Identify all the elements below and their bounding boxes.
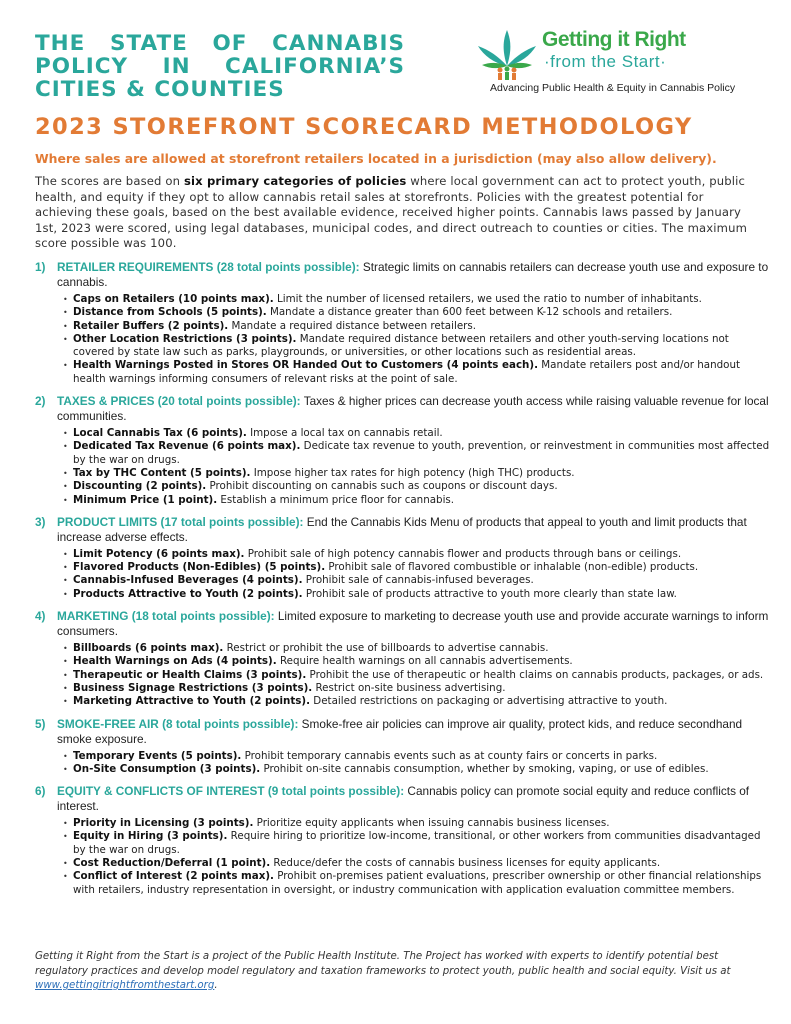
list-item (65, 467, 770, 480)
intro-text-bold: six primary categories of policies (183, 174, 407, 188)
section-heading (35, 609, 770, 639)
section-title: EQUITY & CONFLICTS OF INTEREST (9 total points possible): (57, 784, 405, 799)
item-label: Caps on Retailers (10 points max). (73, 293, 274, 305)
section-equity-conflicts (35, 784, 770, 897)
item-label: Health Warnings on Ads (4 points). (73, 655, 277, 668)
section-description: Taxes & higher prices can decrease youth access while raising valuable revenue for local communities. (57, 394, 769, 424)
item-label: Business Signage Restrictions (3 points). (73, 681, 313, 694)
item-text: Impose higher tax rates for high potency (high THC) products. (250, 466, 575, 479)
list-item (65, 574, 770, 587)
list-item (65, 682, 770, 695)
item-text: Prohibit sale of flavored combustible or inhalable (non-edible) products. (325, 561, 699, 574)
item-label: Therapeutic or Health Claims (3 points). (73, 668, 307, 681)
item-text: Prohibit on-site cannabis consumption, whether by smoking, vaping, or use of edibles. (260, 762, 709, 775)
item-label: Limit Potency (6 points max). (73, 547, 245, 560)
list-item (65, 333, 770, 360)
section-heading (35, 717, 770, 747)
list-item (65, 359, 770, 386)
item-text: Dedicate tax revenue to youth, prevention, or reinvestment in communities most affected by the war on drugs. (73, 440, 770, 466)
section-taxes-prices (35, 394, 770, 507)
list-item (65, 695, 770, 708)
intro-text-pre: The scores are based on (35, 174, 184, 188)
item-label: Local Cannabis Tax (6 points). (73, 427, 247, 440)
item-text: Prohibit on-premises patient evaluations, prescriber ownership or other financial relationships with retailers, industry representation in oversight, or industry communication with application evaluation committee members. (73, 870, 762, 896)
item-text: Mandate retailers post and/or handout health warnings informing consumers of relevant risks at the point of sale. (73, 359, 741, 385)
item-label: Flavored Products (Non-Edibles) (5 points). (73, 561, 326, 574)
logo-tagline: Advancing Public Health & Equity in Cannabis Policy (490, 82, 736, 94)
list-item (65, 440, 770, 467)
section-description: Strategic limits on cannabis retailers can decrease youth use and exposure to cannabis. (57, 260, 769, 289)
footer-end: . (214, 980, 218, 991)
list-item (65, 655, 770, 668)
list-item (65, 830, 770, 857)
list-item (65, 669, 770, 682)
item-text: Mandate a required distance between retailers. (228, 319, 477, 332)
section-items (35, 750, 770, 777)
item-text: Require hiring to prioritize low-income, transitional, or other workers from communities disadvantaged by the war on drugs. (73, 830, 761, 856)
report-title-line-3: CITIES & COUNTIES (35, 77, 285, 102)
report-title-line-2: POLICY IN CALIFORNIA’S (35, 54, 405, 79)
section-number: 2) (35, 394, 46, 409)
list-item (65, 480, 770, 493)
section-number: 4) (35, 609, 46, 624)
item-label: Discounting (2 points). (73, 480, 207, 493)
list-item (65, 548, 770, 561)
section-retailer-requirements (35, 260, 770, 386)
item-label: Cannabis-Infused Beverages (4 points). (73, 574, 303, 587)
section-marketing (35, 609, 770, 708)
item-text: Establish a minimum price floor for cannabis. (217, 493, 455, 506)
section-title: MARKETING (18 total points possible): (57, 609, 275, 624)
item-label: Conflict of Interest (2 points max). (73, 870, 274, 883)
item-label: Distance from Schools (5 points). (73, 306, 267, 319)
item-text: Require health warnings on all cannabis advertisements. (276, 655, 573, 668)
section-description: Smoke-free air policies can improve air quality, protect kids, and reduce secondhand smoke exposure. (57, 716, 743, 746)
section-number: 5) (35, 716, 46, 731)
intro-text-post: where local government can act to protect youth, public health, and equity if they opt to allow cannabis retail sales at storefronts. Policies with the greatest potential for achieving these goals, based on the best available evidence, received higher points. Cannabis laws passed by January 1st, 2023 were scored, using legal databases, municipal codes, and direct outreach to counties or cities. The maximum score possible was 100. (35, 174, 748, 250)
list-item (65, 561, 770, 574)
item-text: Prohibit sale of high potency cannabis flower and products through bans or ceilings. (244, 547, 682, 560)
item-label: Equity in Hiring (3 points). (73, 830, 228, 843)
list-item (65, 870, 770, 897)
item-label: Products Attractive to Youth (2 points). (73, 587, 303, 600)
item-label: Priority in Licensing (3 points). (73, 817, 254, 830)
item-text: Reduce/defer the costs of cannabis business licenses for equity applicants. (270, 857, 661, 870)
list-item (65, 293, 770, 306)
item-text: Prohibit sale of products attractive to youth more clearly than state law. (302, 587, 677, 600)
item-text: Mandate a distance greater than 600 feet between K-12 schools and retailers. (266, 306, 673, 319)
section-heading (35, 260, 770, 290)
item-label: Dedicated Tax Revenue (6 points max). (73, 440, 301, 453)
section-items (35, 817, 770, 897)
list-item (65, 306, 770, 319)
page-subtitle: Where sales are allowed at storefront retailers located in a jurisdiction (may also allow delivery). (35, 151, 717, 166)
item-text: Limit the number of licensed retailers, we used the ratio to number of inhabitants. (273, 293, 702, 305)
policy-categories (35, 260, 770, 905)
item-label: Temporary Events (5 points). (73, 749, 242, 762)
section-description: Limited exposure to marketing to decrease youth use and provide accurate warnings to inform consumers. (57, 609, 769, 639)
section-title: TAXES & PRICES (20 total points possible): (57, 394, 301, 409)
item-text: Prohibit the use of therapeutic or health claims on cannabis products, packages, or ads. (306, 668, 764, 681)
cannabis-leaf-people-icon (472, 26, 542, 82)
organization-logo (472, 26, 762, 96)
item-label: Retailer Buffers (2 points). (73, 319, 229, 332)
section-title: RETAILER REQUIREMENTS (28 total points possible): (57, 260, 360, 274)
list-item (65, 763, 770, 776)
report-title-line-1: THE STATE OF CANNABIS (35, 31, 405, 56)
item-label: Other Location Restrictions (3 points). (73, 332, 297, 345)
section-heading (35, 515, 770, 545)
list-item (65, 642, 770, 655)
website-link[interactable]: www.gettingitrightfromthestart.org (35, 980, 215, 991)
section-smoke-free-air (35, 717, 770, 777)
section-items (35, 293, 770, 386)
item-text: Prohibit discounting on cannabis such as coupons or discount days. (206, 480, 558, 493)
list-item (65, 750, 770, 763)
list-item (65, 857, 770, 870)
logo-wordmark-line-2: ·from the Start· (544, 52, 667, 71)
section-description: Cannabis policy can promote social equity and reduce conflicts of interest. (57, 784, 750, 814)
section-title: SMOKE-FREE AIR (8 total points possible): (57, 716, 299, 731)
footer-note (35, 950, 760, 994)
footer-text: Getting it Right from the Start is a project of the Public Health Institute. The Project has worked with experts to identify potential best regulatory practices and develop model regulatory and taxation frameworks to protect youth, public health and social equity. Visit us at (35, 951, 731, 977)
section-heading (35, 784, 770, 814)
item-text: Restrict or prohibit the use of billboards to advertise cannabis. (223, 642, 549, 655)
list-item (65, 427, 770, 440)
item-label: Health Warnings Posted in Stores OR Handed Out to Customers (4 points each). (73, 359, 538, 372)
item-text: Prohibit temporary cannabis events such as at county fairs or concerts in parks. (241, 749, 658, 762)
list-item (65, 588, 770, 601)
section-heading (35, 394, 770, 424)
section-title: PRODUCT LIMITS (17 total points possible): (57, 514, 304, 529)
section-items (35, 427, 770, 507)
page-title: 2023 STOREFRONT SCORECARD METHODOLOGY (35, 114, 693, 140)
section-number: 6) (35, 784, 46, 799)
report-title (35, 32, 405, 101)
item-text: Detailed restrictions on packaging or advertising attractive to youth. (310, 695, 668, 708)
item-label: On-Site Consumption (3 points). (73, 762, 261, 775)
item-text: Mandate required distance between retailers and other youth-serving locations not covered by state law such as parks, playgrounds, or universities, or other locations such as residential areas. (73, 332, 729, 359)
item-text: Restrict on-site business advertising. (312, 681, 506, 694)
list-item (65, 817, 770, 830)
section-product-limits (35, 515, 770, 601)
item-label: Cost Reduction/Deferral (1 point). (73, 857, 271, 870)
section-description: End the Cannabis Kids Menu of products that appeal to youth and limit products that increase adverse effects. (57, 514, 747, 544)
section-number: 3) (35, 514, 46, 529)
item-label: Marketing Attractive to Youth (2 points). (73, 695, 311, 708)
list-item (65, 494, 770, 507)
item-label: Tax by THC Content (5 points). (73, 466, 251, 479)
item-text: Impose a local tax on cannabis retail. (246, 427, 443, 440)
item-text: Prohibit sale of cannabis-infused beverages. (302, 574, 534, 587)
intro-paragraph (35, 174, 755, 252)
item-text: Prioritize equity applicants when issuing cannabis business licenses. (253, 817, 610, 830)
section-items (35, 548, 770, 601)
logo-wordmark-line-1: Getting it Right (542, 28, 686, 51)
item-label: Billboards (6 points max). (73, 642, 224, 655)
section-items (35, 642, 770, 708)
item-label: Minimum Price (1 point). (73, 493, 218, 506)
list-item (65, 320, 770, 333)
section-number: 1) (35, 260, 46, 274)
